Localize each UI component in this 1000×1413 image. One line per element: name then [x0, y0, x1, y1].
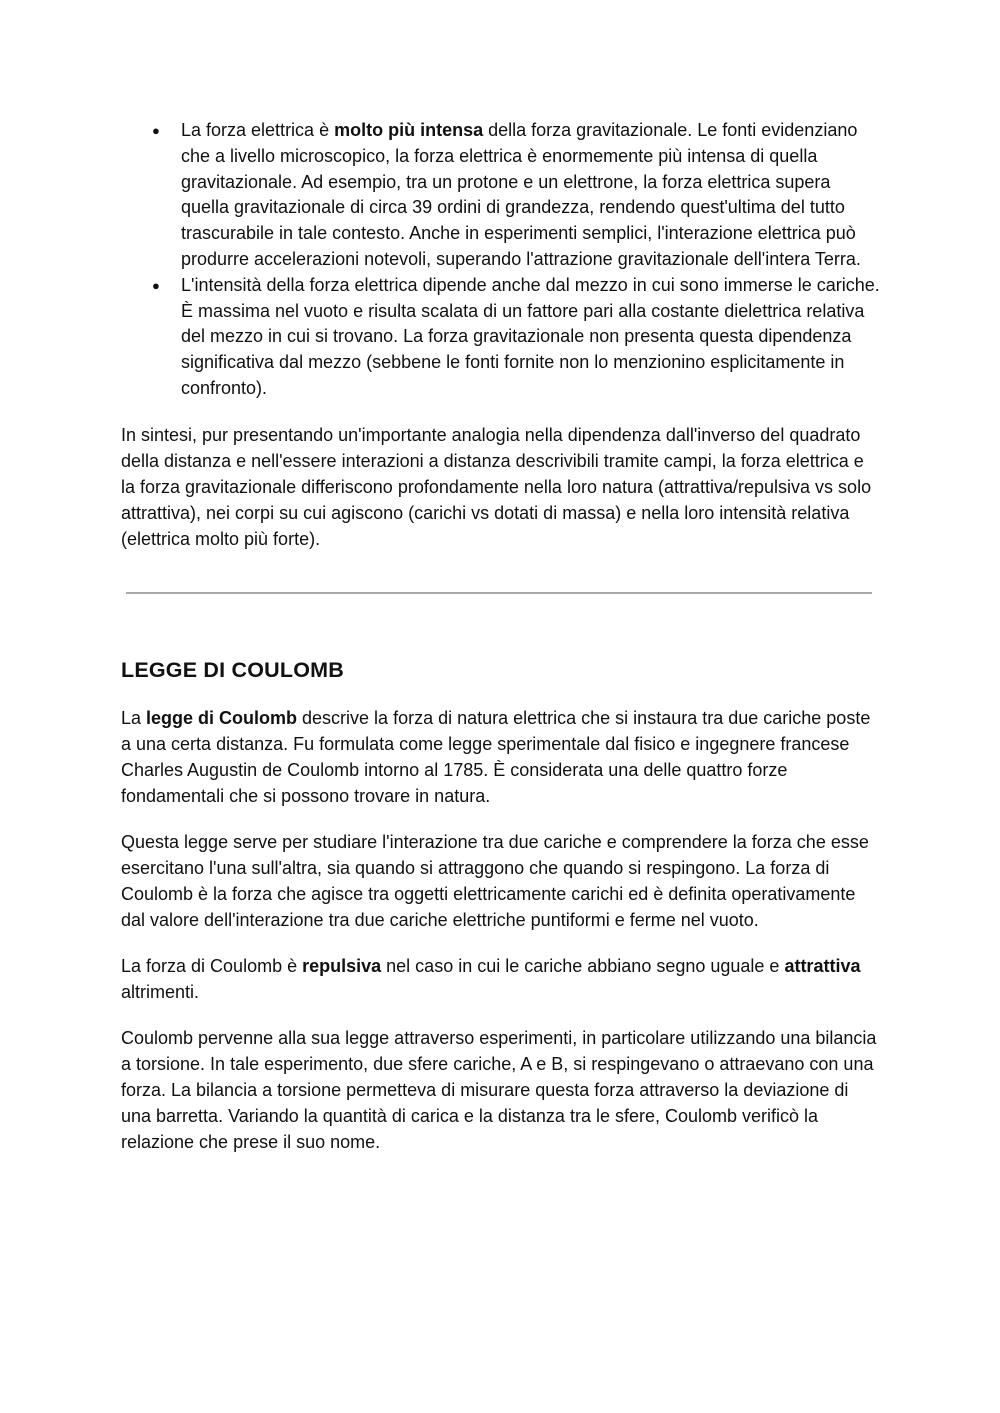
list-item — [121, 118, 881, 273]
bullet-icon: ● — [152, 123, 160, 138]
comparison-bullet-list — [121, 118, 881, 402]
text-after: descrive la forza di natura elettrica che si instaura tra due cariche poste a una certa distanza. Fu formulata come legge sperimentale dal fisico e ingegnere francese Charles Augustin de Coulomb intorno al 1785. È considerata una delle quattro forze fondamentali che si possono trovare in natura. — [121, 707, 871, 806]
bold-term-repulsive: repulsiva — [302, 955, 382, 976]
text-before: La forza di Coulomb è — [121, 955, 303, 976]
bullet-text-after: della forza gravitazionale. Le fonti evidenziano che a livello microscopico, la forza elettrica è enormemente più intensa di quella gravitazionale. Ad esempio, tra un protone e un elettrone, la forza elettrica supera quella gravitazionale di circa 39 ordini di grandezza, rendendo quest'ultima del tutto trascurabile in tale contesto. Anche in esperimenti semplici, l'interazione elettrica può produrre accelerazioni notevoli, superando l'attrazione gravitazionale dell'intera Terra. — [181, 120, 861, 269]
coulomb-experiment-paragraph: Coulomb pervenne alla sua legge attraverso esperimenti, in particolare utilizzando una bilancia a torsione. In tale esperimento, due sfere cariche, A e B, si respingevano o attraevano con una forza. La bilancia a torsione permetteva di misurare questa forza attraverso la deviazione di una barretta. Variando la quantità di carica e la distanza tra le sfere, Coulomb verificò la relazione che prese il suo nome. — [121, 1027, 877, 1152]
bold-term-attractive: attrattiva — [784, 955, 861, 976]
list-item — [121, 273, 881, 402]
bold-term: legge di Coulomb — [146, 707, 298, 728]
coulomb-intro-paragraph — [121, 705, 881, 809]
bullet-icon: ● — [152, 277, 160, 293]
coulomb-purpose-paragraph: Questa legge serve per studiare l'interazione tra due cariche e comprendere la forza che esse esercitano l'una sull'altra, sia quando si attraggono che quando si respingono. La forza di Coulomb è la forza che agisce tra oggetti elettricamente carichi ed è definita operativamente dal valore dell'interazione tra due cariche elettriche puntiformi e ferme nel vuoto. — [121, 831, 869, 930]
text-middle: nel caso in cui le cariche abbiano segno uguale e — [381, 955, 785, 976]
section-divider — [126, 592, 872, 594]
document-page — [121, 118, 881, 1155]
bullet-text: L'intensità della forza elettrica dipende anche dal mezzo in cui sono immerse le cariche. È massima nel vuoto e risulta scalata di un fattore pari alla costante dielettrica relativa del mezzo in cui si trovano. La forza gravitazionale non presenta questa dipendenza significativa dal mezzo (sebbene le fonti fornite non lo menzionino esplicitamente in confronto). — [181, 274, 880, 398]
text-before: La — [121, 707, 147, 728]
summary-paragraph: In sintesi, pur presentando un'importante analogia nella dipendenza dall'inverso del quadrato della distanza e nell'essere interazioni a distanza descrivibili tramite campi, la forza elettrica e la forza gravitazionale differiscono profondamente nella loro natura (attrattiva/repulsiva vs solo attrattiva), nei corpi su cui agiscono (carichi vs dotati di massa) e nella loro intensità relativa (elettrica molto più forte). — [121, 424, 872, 549]
text-after: altrimenti. — [121, 981, 200, 1002]
bullet-bold-text: molto più intensa — [334, 120, 484, 140]
section-heading: LEGGE DI COULOMB — [121, 657, 344, 682]
bullet-text-before: La forza elettrica è — [181, 120, 335, 140]
coulomb-sign-paragraph — [121, 953, 881, 1005]
